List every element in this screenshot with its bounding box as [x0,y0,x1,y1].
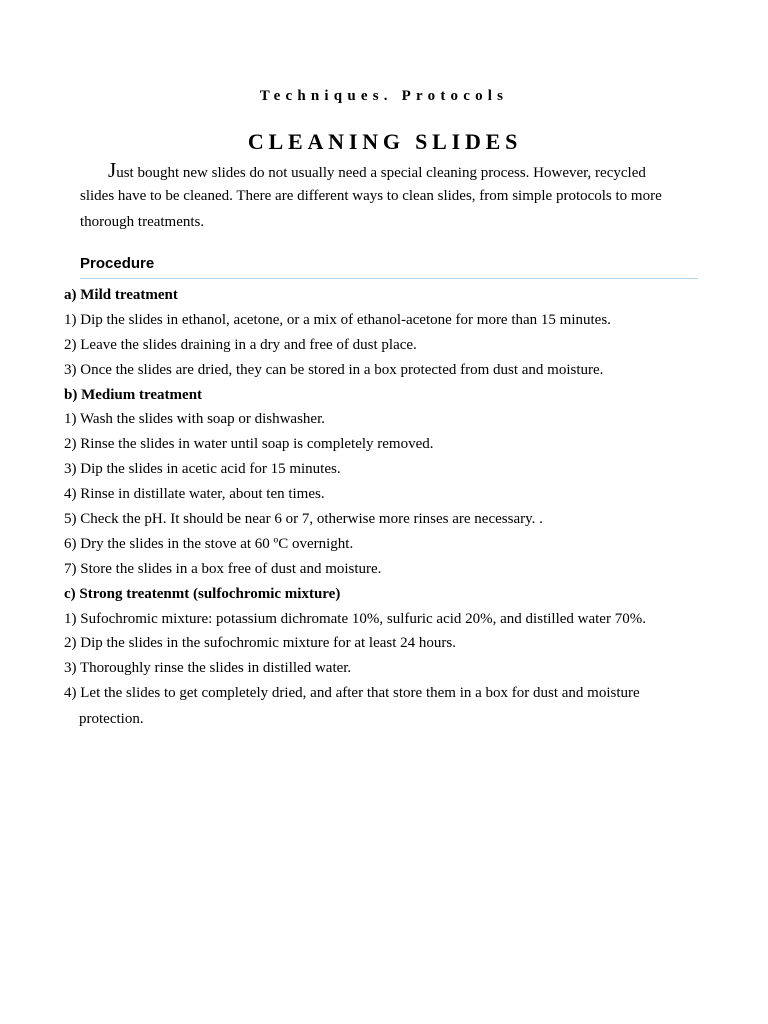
medium-step-3: 3) Dip the slides in acetic acid for 15 minutes. [64,461,341,478]
intro-line-3: thorough treatments. [80,214,205,230]
medium-treatment-title: b) Medium treatment [64,386,203,403]
intro-line-1 [80,157,700,183]
medium-step-5: 5) Check the pH. It should be near 6 or 7, otherwise more rinses are necessary. . [64,511,543,528]
medium-step-7: 7) Store the slides in a box free of dust and moisture. [64,560,382,577]
mild-step-1: 1) Dip the slides in ethanol, acetone, or a mix of ethanol-acetone for more than 15 minutes. [64,311,611,328]
intro-line-1-text: ust bought new slides do not usually need a special cleaning process. However, recycled [116,165,646,181]
mild-step-3: 3) Once the slides are dried, they can be stored in a box protected from dust and moisture. [64,361,604,378]
procedure-divider [80,278,698,279]
intro-line-2: slides have to be cleaned. There are different ways to clean slides, from simple protocols to more [80,188,662,204]
procedure-heading: Procedure [80,255,155,272]
medium-step-4: 4) Rinse in distillate water, about ten times. [64,486,325,503]
medium-step-1: 1) Wash the slides with soap or dishwasher. [64,411,325,428]
strong-treatment-title: c) Strong treatenmt (sulfochromic mixture) [64,585,341,602]
strong-step-3: 3) Thoroughly rinse the slides in distilled water. [64,660,352,677]
intro-dropcap: J [108,158,117,182]
mild-treatment-title: a) Mild treatment [64,287,178,303]
page-title: CLEANING SLIDES [247,129,523,154]
series-title: Techniques. Protocols [259,88,509,104]
intro-paragraph [80,157,700,235]
strong-step-4: 4) Let the slides to get completely dried, and after that store them in a box for dust and moisture [64,685,640,702]
strong-step-1: 1) Sufochromic mixture: potassium dichromate 10%, sulfuric acid 20%, and distilled water 70%. [64,610,646,627]
strong-step-4-continuation: protection. [79,711,144,728]
medium-step-6: 6) Dry the slides in the stove at 60 ºC overnight. [64,535,354,552]
procedure-list [64,283,704,732]
strong-step-2: 2) Dip the slides in the sufochromic mixture for at least 24 hours. [64,635,456,652]
mild-step-2: 2) Leave the slides draining in a dry and free of dust place. [64,336,417,353]
medium-step-2: 2) Rinse the slides in water until soap is completely removed. [64,436,434,453]
